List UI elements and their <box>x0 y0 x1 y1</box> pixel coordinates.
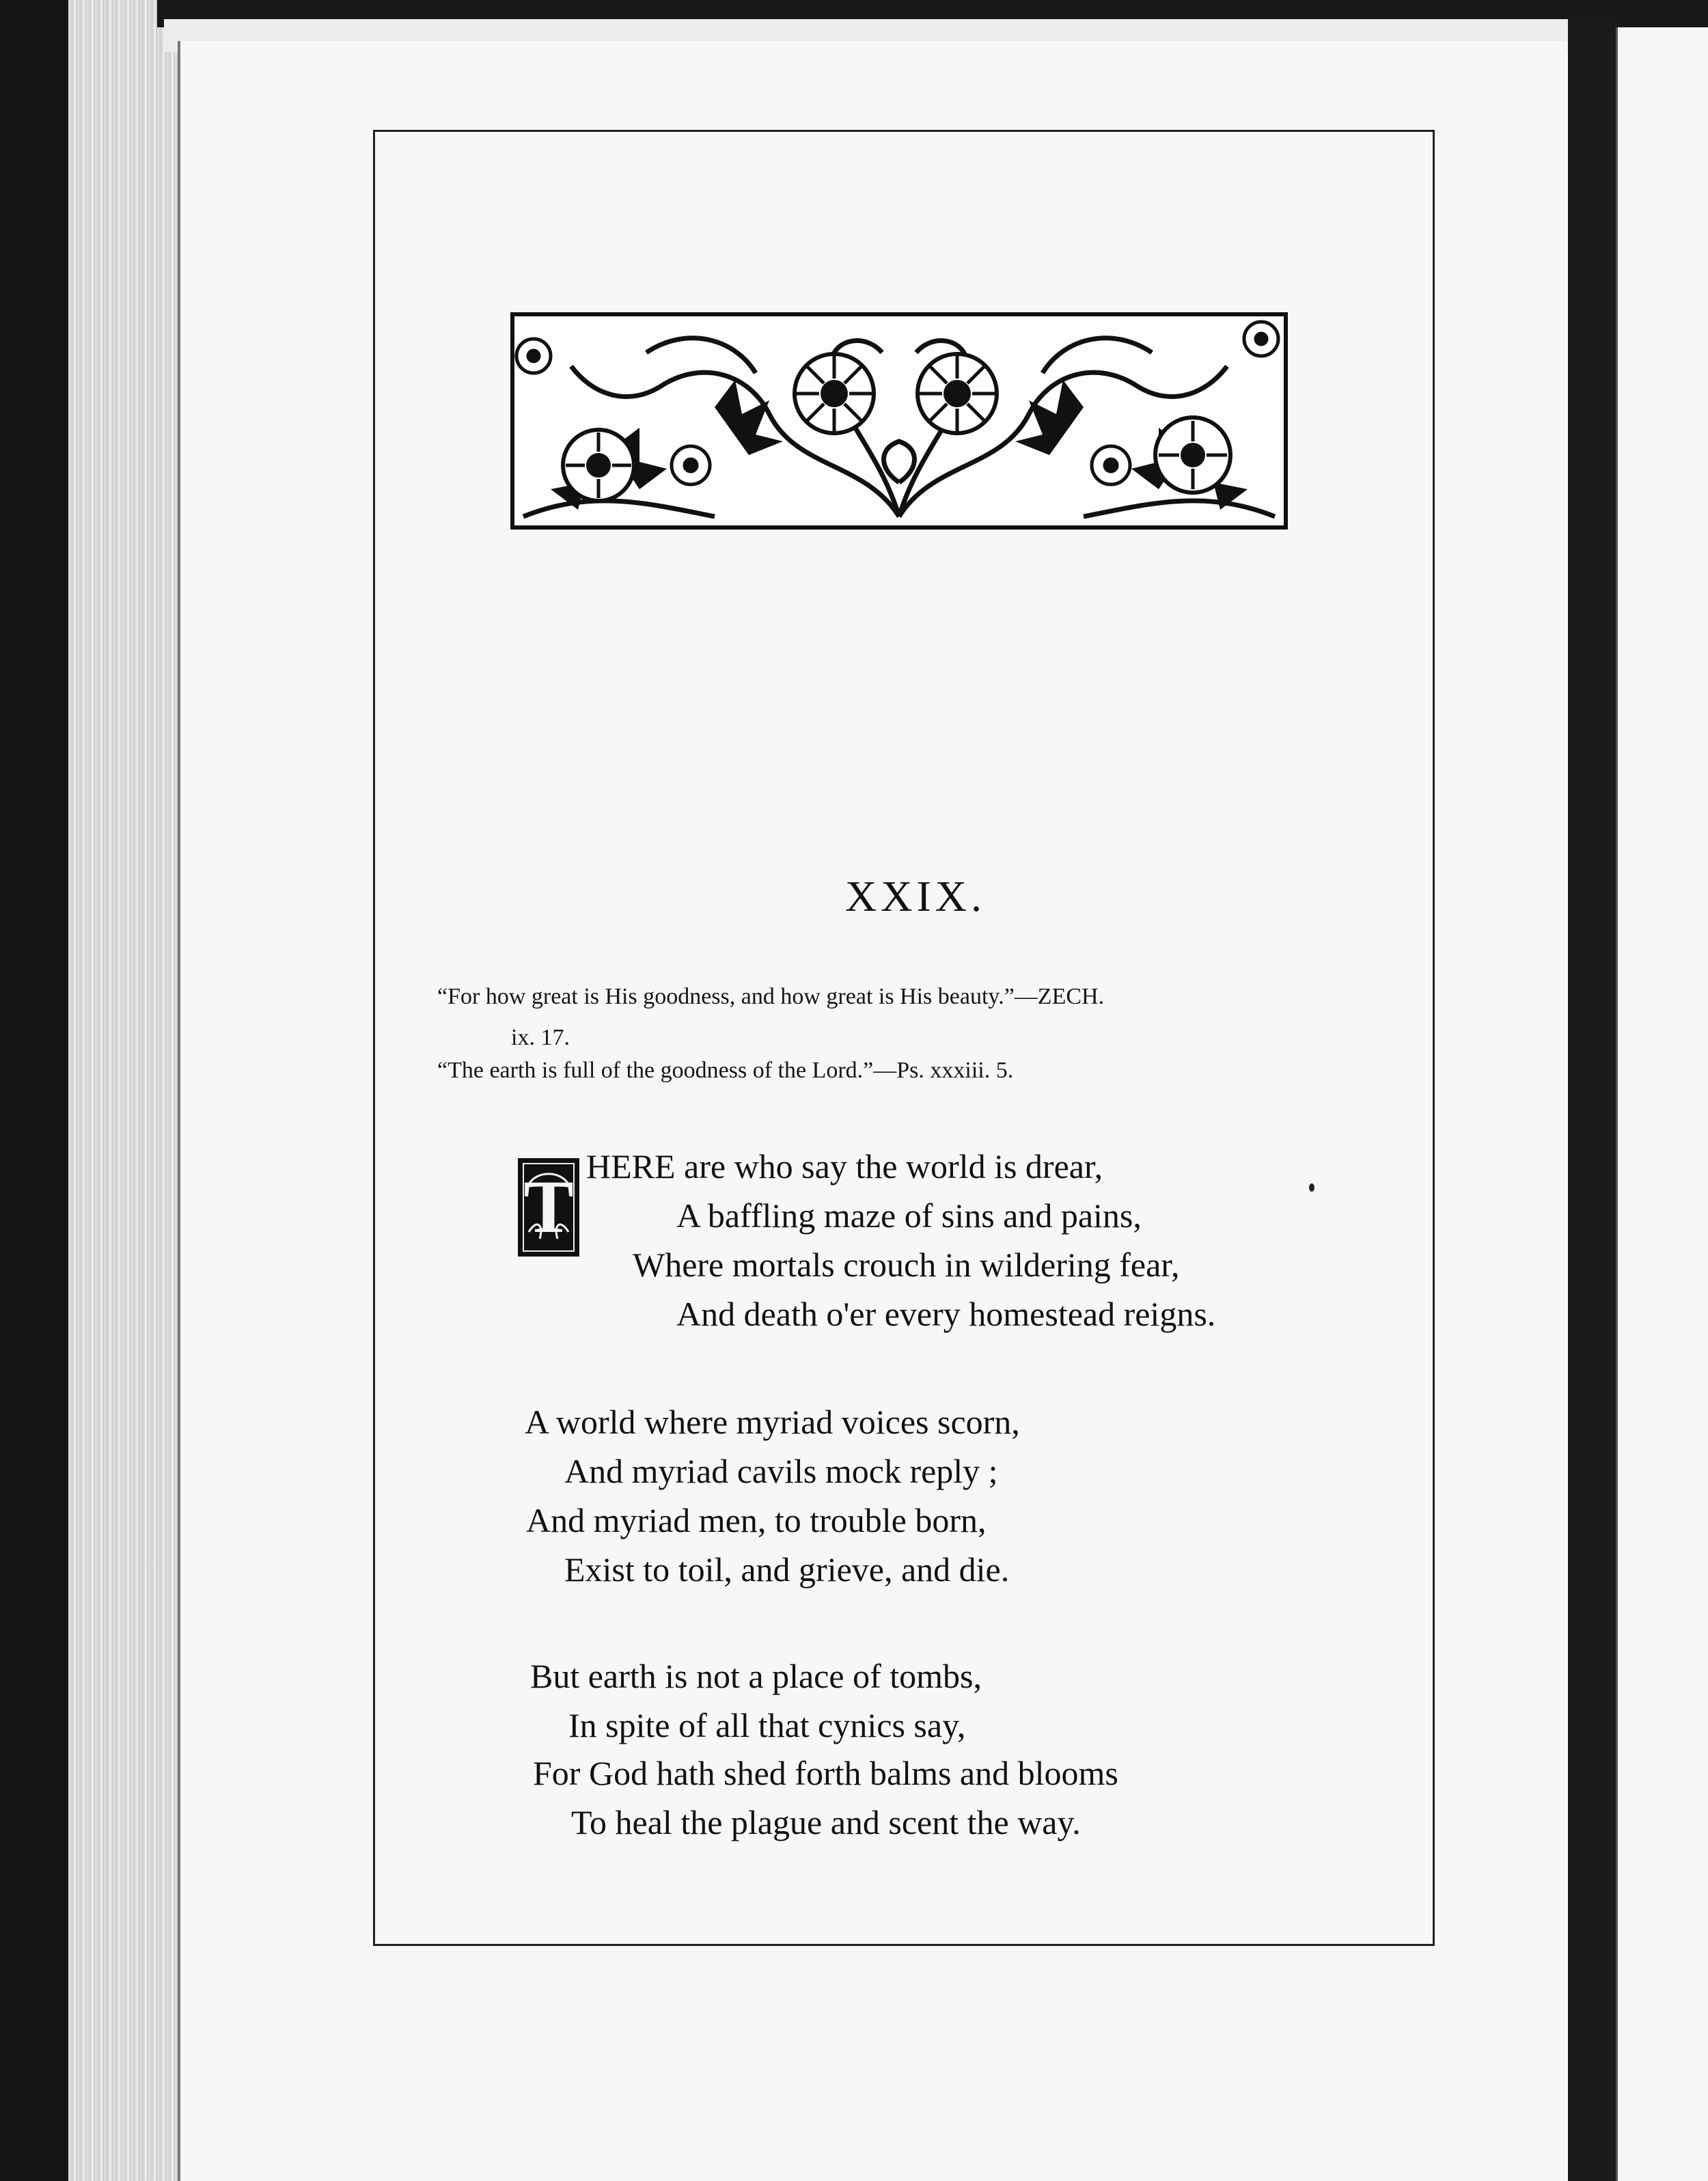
poem-line: Exist to toil, and grieve, and die. <box>564 1550 1010 1589</box>
ink-speck <box>1309 1183 1314 1192</box>
poem-line: And myriad men, to trouble born, <box>526 1501 987 1539</box>
book-gutter <box>1568 14 1616 2181</box>
poem-line: For God hath shed forth balms and blooms <box>533 1754 1118 1792</box>
next-page-edge <box>1616 27 1708 2181</box>
epigraph-line: “The earth is full of the goodness of the Lord.”—Ps. xxxiii. 5. <box>437 1058 1014 1083</box>
floral-ornament <box>510 312 1289 530</box>
book-cover-left <box>0 0 79 2181</box>
epigraph-line-continuation: ix. 17. <box>511 1025 570 1050</box>
epigraph-line: “For how great is His goodness, and how great is His beauty.”—ZECH. <box>437 984 1105 1009</box>
poem-line: To heal the plague and scent the way. <box>571 1803 1081 1841</box>
poem-line: But earth is not a place of tombs, <box>530 1657 982 1695</box>
chapter-numeral: XXIX. <box>845 872 986 920</box>
poem-line: A world where myriad voices scorn, <box>525 1403 1020 1441</box>
poem-line: Where mortals crouch in wildering fear, <box>633 1246 1180 1284</box>
poem-line: A baffling maze of sins and pains, <box>676 1196 1142 1235</box>
poem-line: And death o'er every homestead reigns. <box>676 1295 1216 1333</box>
poem-line: And myriad cavils mock reply ; <box>564 1452 998 1490</box>
poem-line: HERE are who say the world is drear, <box>586 1147 1103 1185</box>
poem-line: In spite of all that cynics say, <box>568 1706 966 1744</box>
svg-text:T: T <box>523 1165 574 1248</box>
drop-cap-letter <box>516 1157 581 1258</box>
